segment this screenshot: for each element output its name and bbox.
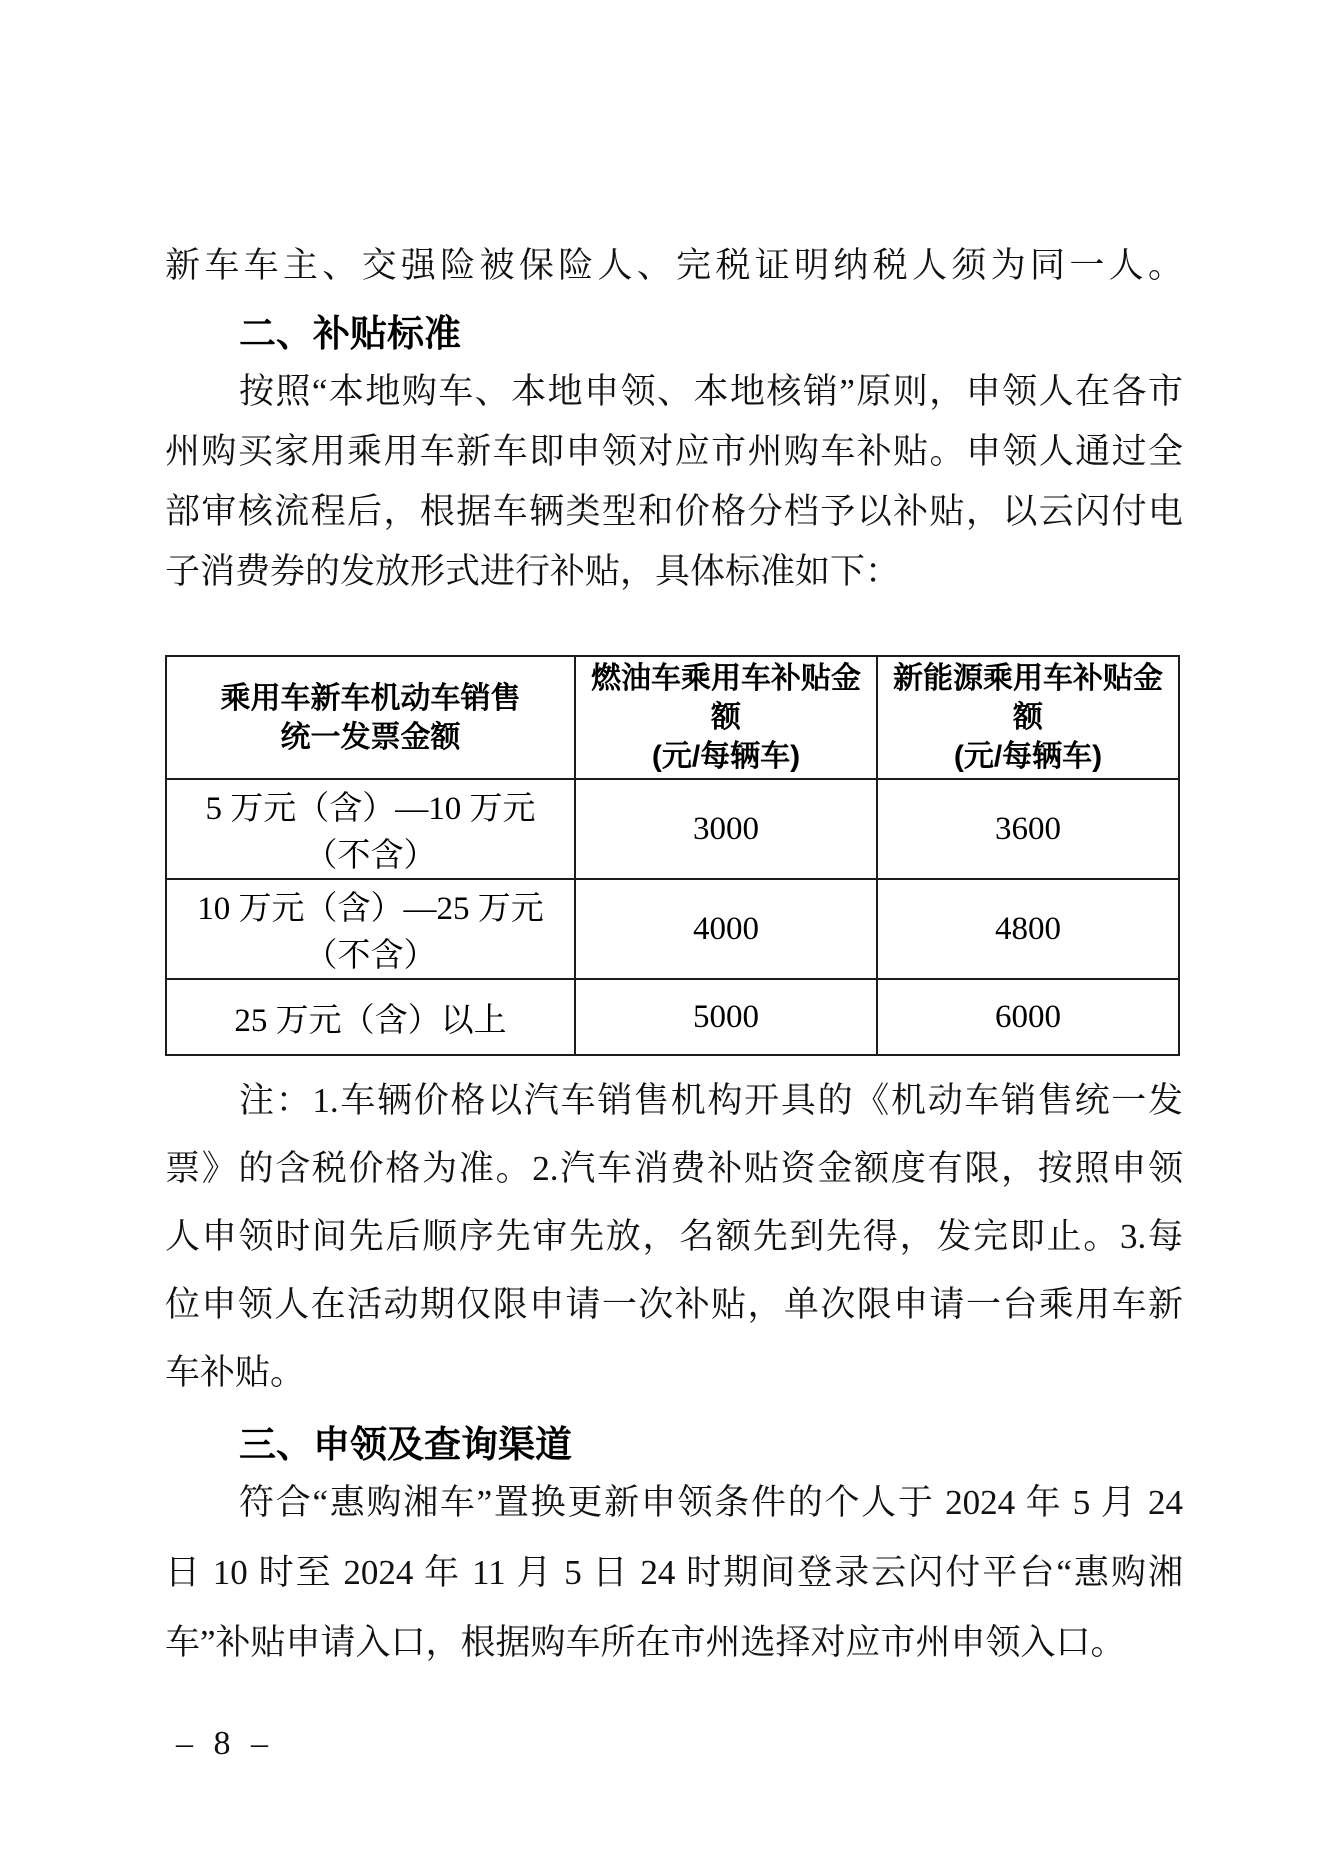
nev-subsidy-cell: 3600 [877, 779, 1179, 879]
header-line: 燃油车乘用车补贴金额 [591, 662, 861, 734]
table-row [166, 779, 1179, 879]
price-range-cell: 10 万元（含）—25 万元（不含） [166, 879, 575, 979]
section3-paragraph-line: 符合“惠购湘车”置换更新申领条件的个人于 2024 年 5 月 24 [239, 1483, 1183, 1522]
header-line: 统一发票金额 [280, 720, 461, 754]
page-number: – 8 – [176, 1725, 274, 1762]
note-line: 车补贴。 [165, 1353, 306, 1392]
section2-paragraph-line: 州购买家用乘用车新车即申领对应市州购车补贴。申领人通过全 [165, 432, 1183, 471]
table-row [166, 879, 1179, 979]
continuation-line: 新车车主、交强险被保险人、完税证明纳税人须为同一人。 [165, 246, 1183, 285]
fuel-subsidy-cell: 3000 [575, 779, 877, 879]
header-line: 新能源乘用车补贴金额 [893, 662, 1163, 734]
price-range-cell: 25 万元（含）以上 [166, 979, 575, 1055]
note-line: 位申领人在活动期仅限申请一次补贴，单次限申请一台乘用车新 [165, 1285, 1183, 1324]
section3-paragraph-line: 车”补贴申请入口，根据购车所在市州选择对应市州申领入口。 [165, 1623, 1126, 1662]
nev-subsidy-cell: 4800 [877, 879, 1179, 979]
section3-heading: 三、申领及查询渠道 [239, 1424, 572, 1465]
nev-subsidy-cell: 6000 [877, 979, 1179, 1055]
fuel-subsidy-cell: 4000 [575, 879, 877, 979]
table-header-nev-subsidy [877, 656, 1179, 779]
table-header-invoice-amount [166, 656, 575, 779]
note-line: 人申领时间先后顺序先审先放，名额先到先得，发完即止。3.每 [165, 1217, 1183, 1256]
price-range-cell: 5 万元（含）—10 万元（不含） [166, 779, 575, 879]
section2-paragraph-line: 按照“本地购车、本地申领、本地核销”原则，申领人在各市 [239, 372, 1183, 411]
section2-paragraph-line: 子消费券的发放形式进行补贴，具体标准如下： [165, 552, 901, 591]
section2-heading: 二、补贴标准 [239, 313, 461, 354]
note-line: 票》的含税价格为准。2.汽车消费补贴资金额度有限，按照申领 [165, 1149, 1183, 1188]
header-line: 乘用车新车机动车销售 [220, 681, 521, 715]
section2-paragraph-line: 部审核流程后，根据车辆类型和价格分档予以补贴，以云闪付电 [165, 492, 1183, 531]
note-line: 注：1.车辆价格以汽车销售机构开具的《机动车销售统一发 [239, 1081, 1183, 1120]
subsidy-table [165, 655, 1180, 1056]
header-line: (元/每辆车) [651, 740, 801, 773]
header-line: (元/每辆车) [953, 740, 1103, 773]
table-header-fuel-subsidy [575, 656, 877, 779]
table-row [166, 979, 1179, 1055]
table-header-row [166, 656, 1179, 779]
fuel-subsidy-cell: 5000 [575, 979, 877, 1055]
section3-paragraph-line: 日 10 时至 2024 年 11 月 5 日 24 时期间登录云闪付平台“惠购湘 [165, 1553, 1183, 1592]
